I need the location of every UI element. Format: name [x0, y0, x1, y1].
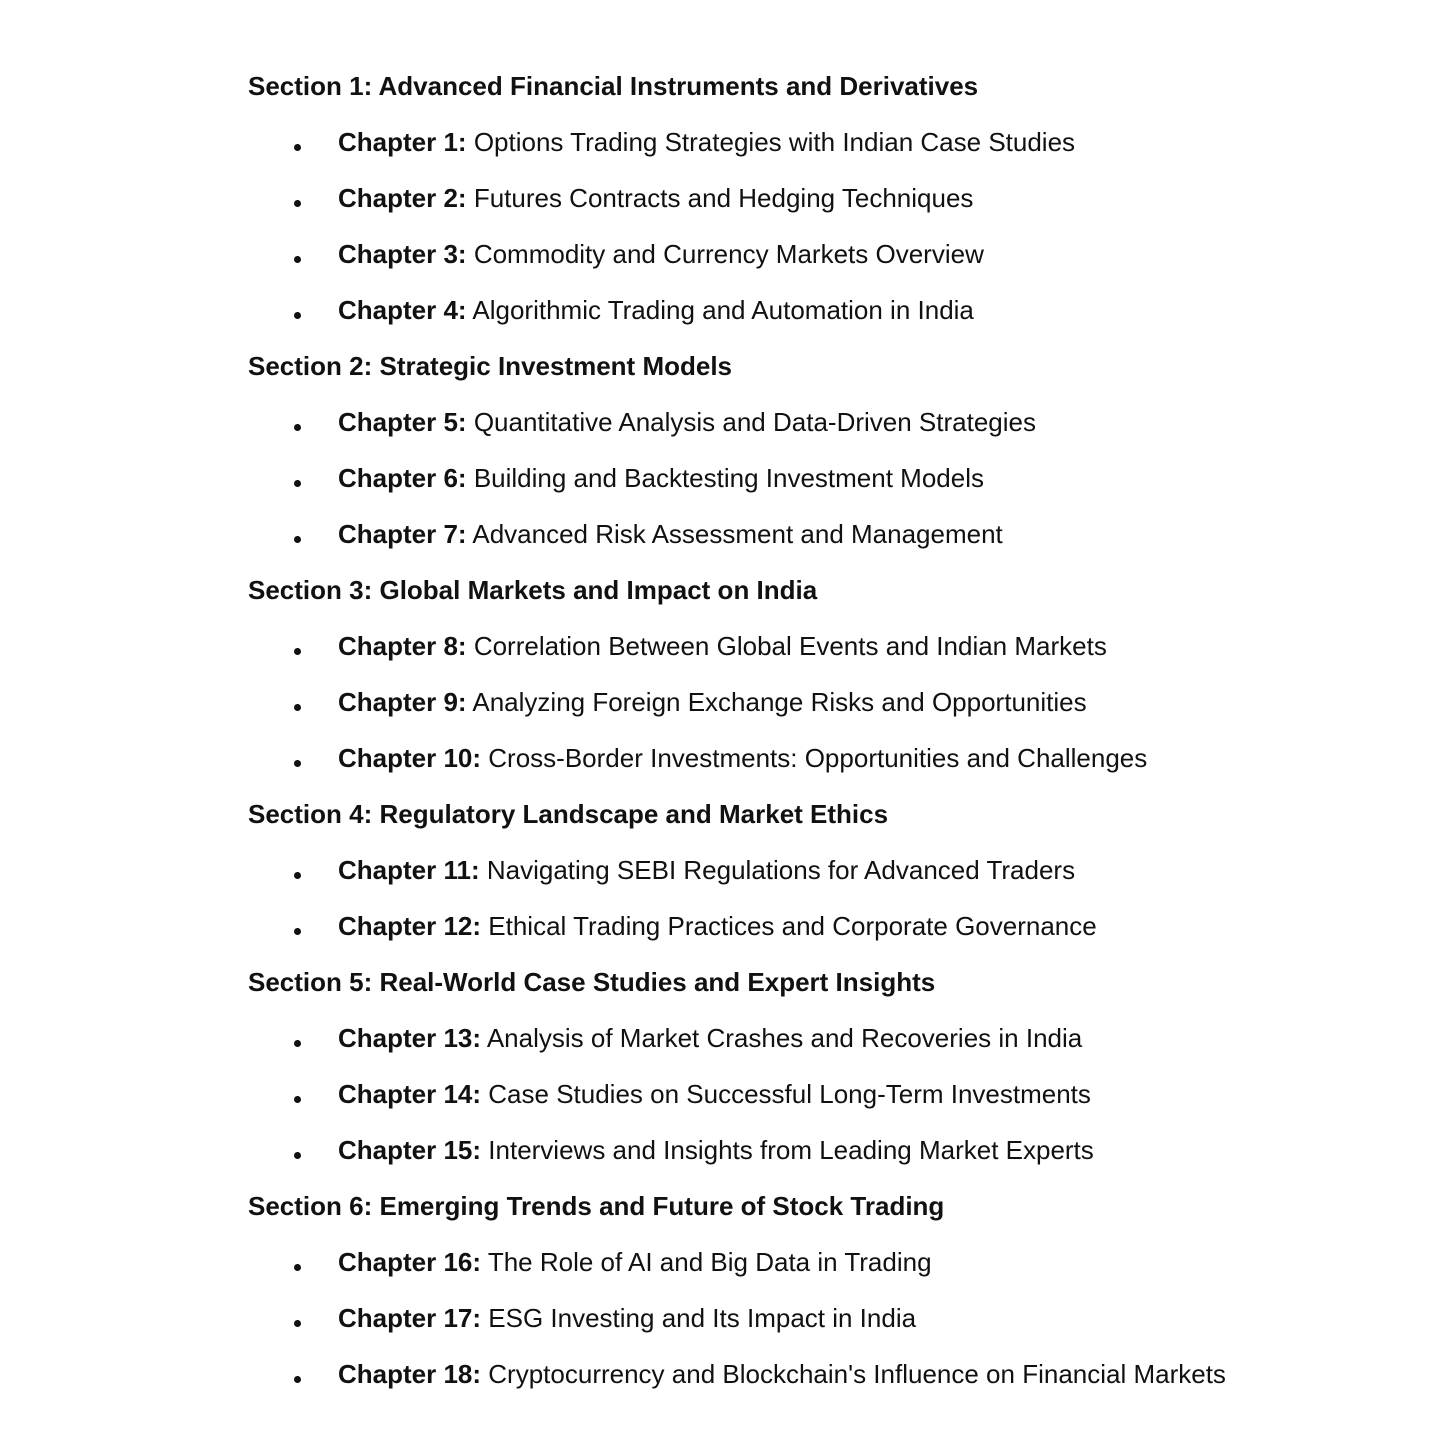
section-block	[248, 346, 1398, 554]
bullet-icon	[294, 290, 300, 330]
chapter-title: Interviews and Insights from Leading Market Experts	[488, 1135, 1094, 1165]
chapter-item	[248, 106, 1398, 162]
chapter-item	[248, 1282, 1398, 1338]
chapter-item	[248, 274, 1398, 330]
chapter-title: Cryptocurrency and Blockchain's Influence on Financial Markets	[488, 1359, 1226, 1389]
section-block	[248, 1186, 1398, 1394]
chapter-text	[338, 682, 1087, 722]
bullet-icon	[294, 1130, 300, 1170]
chapter-label: Chapter 3:	[338, 239, 467, 269]
chapter-label: Chapter 16:	[338, 1247, 482, 1277]
bullet-icon	[294, 682, 300, 722]
section-title: Section 6: Emerging Trends and Future of Stock Trading	[248, 1191, 945, 1221]
chapter-title: Futures Contracts and Hedging Techniques	[473, 183, 974, 213]
bullet-icon	[294, 514, 300, 554]
chapter-item	[248, 666, 1398, 722]
bullet-icon	[294, 234, 300, 274]
chapter-item	[248, 890, 1398, 946]
chapter-list	[248, 386, 1398, 554]
section-block	[248, 794, 1398, 946]
chapter-item	[248, 722, 1398, 778]
chapter-label: Chapter 9:	[338, 687, 467, 717]
chapter-label: Chapter 17:	[338, 1303, 482, 1333]
chapter-item	[248, 1114, 1398, 1170]
chapter-text	[338, 290, 974, 330]
chapter-item	[248, 1226, 1398, 1282]
chapter-text	[338, 234, 984, 274]
section-title: Section 2: Strategic Investment Models	[248, 351, 733, 381]
bullet-icon	[294, 458, 300, 498]
chapter-list	[248, 1002, 1398, 1170]
chapter-list	[248, 834, 1398, 946]
section-title: Section 1: Advanced Financial Instruments and Derivatives	[248, 71, 979, 101]
chapter-title: Navigating SEBI Regulations for Advanced Traders	[486, 855, 1076, 885]
chapter-text	[338, 122, 1075, 162]
chapter-text	[338, 402, 1036, 442]
chapter-list	[248, 106, 1398, 330]
bullet-icon	[294, 122, 300, 162]
chapter-title: Advanced Risk Assessment and Management	[472, 519, 1003, 549]
chapter-label: Chapter 1:	[338, 127, 467, 157]
section-block	[248, 66, 1398, 330]
chapter-title: Quantitative Analysis and Data-Driven Strategies	[473, 407, 1036, 437]
bullet-icon	[294, 1298, 300, 1338]
chapter-title: Ethical Trading Practices and Corporate Governance	[488, 911, 1097, 941]
chapter-label: Chapter 11:	[338, 855, 480, 885]
chapter-title: Analysis of Market Crashes and Recoveries in India	[486, 1023, 1083, 1053]
chapter-label: Chapter 6:	[338, 463, 467, 493]
chapter-text	[338, 514, 1003, 554]
chapter-title: Commodity and Currency Markets Overview	[473, 239, 984, 269]
chapter-text	[338, 1130, 1094, 1170]
section-title: Section 5: Real-World Case Studies and Expert Insights	[248, 967, 936, 997]
chapter-label: Chapter 4:	[338, 295, 467, 325]
chapter-label: Chapter 12:	[338, 911, 482, 941]
chapter-title: Analyzing Foreign Exchange Risks and Opportunities	[472, 687, 1087, 717]
chapter-item	[248, 162, 1398, 218]
chapter-item	[248, 834, 1398, 890]
chapter-label: Chapter 5:	[338, 407, 467, 437]
bullet-icon	[294, 850, 300, 890]
chapter-label: Chapter 10:	[338, 743, 482, 773]
chapter-text	[338, 1018, 1082, 1058]
section-block	[248, 962, 1398, 1170]
bullet-icon	[294, 178, 300, 218]
bullet-icon	[294, 906, 300, 946]
chapter-label: Chapter 2:	[338, 183, 467, 213]
bullet-icon	[294, 738, 300, 778]
chapter-label: Chapter 15:	[338, 1135, 482, 1165]
section-title: Section 3: Global Markets and Impact on India	[248, 575, 818, 605]
chapter-item	[248, 1338, 1398, 1394]
chapter-title: Algorithmic Trading and Automation in India	[472, 295, 974, 325]
chapter-text	[338, 906, 1097, 946]
section-block	[248, 570, 1398, 778]
chapter-text	[338, 1242, 932, 1282]
chapter-text	[338, 1354, 1226, 1394]
chapter-label: Chapter 14:	[338, 1079, 482, 1109]
chapter-title: Options Trading Strategies with Indian Case Studies	[473, 127, 1076, 157]
chapter-text	[338, 1298, 916, 1338]
chapter-text	[338, 738, 1147, 778]
chapter-title: Building and Backtesting Investment Models	[473, 463, 984, 493]
chapter-label: Chapter 13:	[338, 1023, 482, 1053]
chapter-text	[338, 458, 984, 498]
chapter-title: Case Studies on Successful Long-Term Investments	[488, 1079, 1091, 1109]
section-title: Section 4: Regulatory Landscape and Market Ethics	[248, 799, 889, 829]
chapter-title: Correlation Between Global Events and Indian Markets	[473, 631, 1107, 661]
chapter-label: Chapter 7:	[338, 519, 467, 549]
chapter-list	[248, 610, 1398, 778]
chapter-item	[248, 442, 1398, 498]
bullet-icon	[294, 402, 300, 442]
bullet-icon	[294, 626, 300, 666]
chapter-title: ESG Investing and Its Impact in India	[488, 1303, 917, 1333]
chapter-item	[248, 218, 1398, 274]
chapter-item	[248, 498, 1398, 554]
bullet-icon	[294, 1354, 300, 1394]
chapter-text	[338, 1074, 1091, 1114]
chapter-item	[248, 610, 1398, 666]
document-outline	[248, 66, 1398, 1394]
chapter-label: Chapter 8:	[338, 631, 467, 661]
chapter-text	[338, 626, 1107, 666]
bullet-icon	[294, 1074, 300, 1114]
chapter-item	[248, 386, 1398, 442]
chapter-text	[338, 178, 973, 218]
chapter-title: Cross-Border Investments: Opportunities and Challenges	[488, 743, 1148, 773]
chapter-text	[338, 850, 1075, 890]
chapter-list	[248, 1226, 1398, 1394]
chapter-title: The Role of AI and Big Data in Trading	[487, 1247, 932, 1277]
chapter-item	[248, 1058, 1398, 1114]
bullet-icon	[294, 1242, 300, 1282]
bullet-icon	[294, 1018, 300, 1058]
chapter-item	[248, 1002, 1398, 1058]
chapter-label: Chapter 18:	[338, 1359, 482, 1389]
